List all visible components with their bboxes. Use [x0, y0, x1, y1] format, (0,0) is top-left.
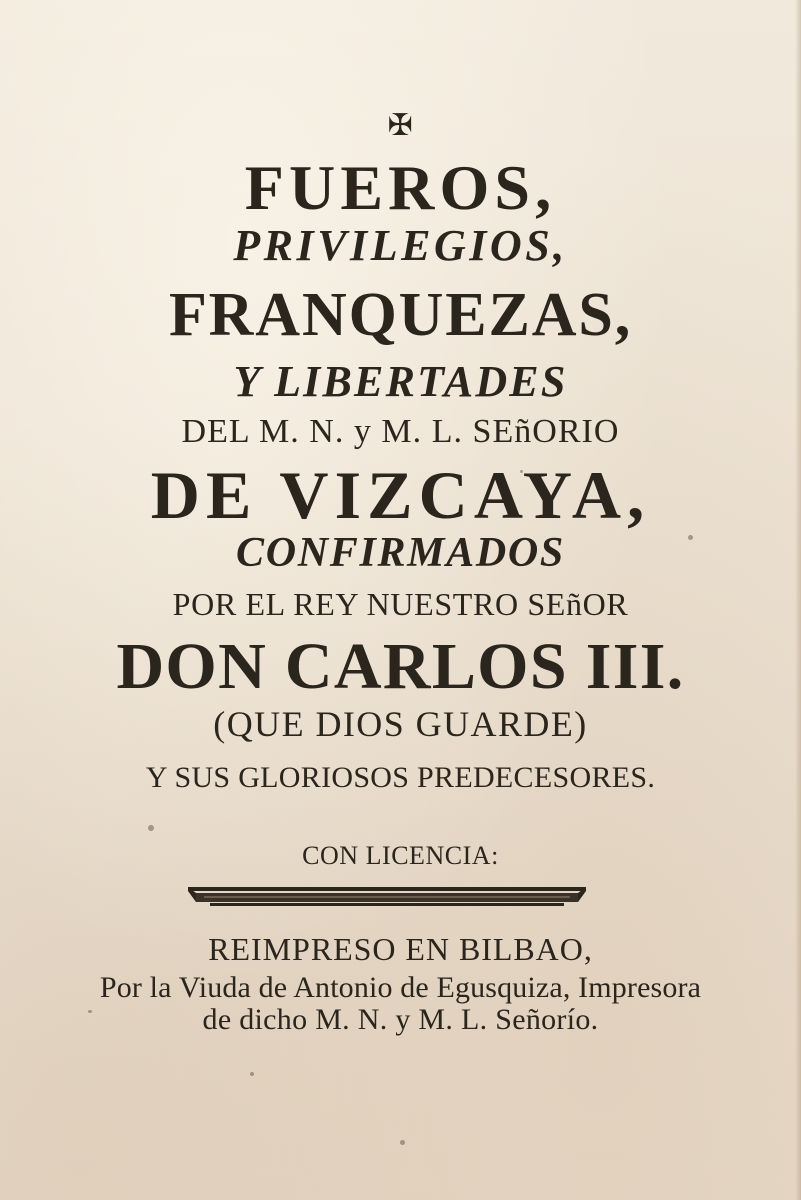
title-line-senorio: DEL M. N. y M. L. SEñORIO [181, 413, 620, 450]
title-line-privilegios: PRIVILEGIOS, [233, 221, 568, 270]
title-line-dios-guarde: (QUE DIOS GUARDE) [213, 704, 588, 744]
cross-ornament-icon: ✠ [387, 108, 414, 143]
ornamental-rule [186, 884, 588, 910]
title-line-predecesores: Y SUS GLORIOSOS PREDECESORES. [145, 761, 656, 794]
imprint-place: REIMPRESO EN BILBAO, [208, 931, 593, 967]
foxing-spot [148, 825, 154, 831]
foxing-spot [400, 1140, 405, 1145]
title-line-carlos: DON CARLOS III. [116, 630, 685, 703]
title-line-franquezas: FRANQUEZAS, [168, 281, 633, 349]
title-line-rey: POR EL REY NUESTRO SEñOR [172, 586, 629, 622]
title-line-fueros: FUEROS, [244, 152, 557, 223]
title-line-vizcaya: DE VIZCAYA, [150, 457, 651, 533]
title-line-libertades: Y LIBERTADES [233, 357, 568, 406]
imprint-senorio: de dicho M. N. y M. L. Señorío. [202, 1003, 599, 1036]
foxing-spot [250, 1072, 254, 1076]
title-line-confirmados: CONFIRMADOS [236, 530, 565, 576]
imprint-printer: Por la Viuda de Antonio de Egusquiza, Impresora [99, 971, 702, 1004]
license-line: CON LICENCIA: [302, 841, 499, 870]
